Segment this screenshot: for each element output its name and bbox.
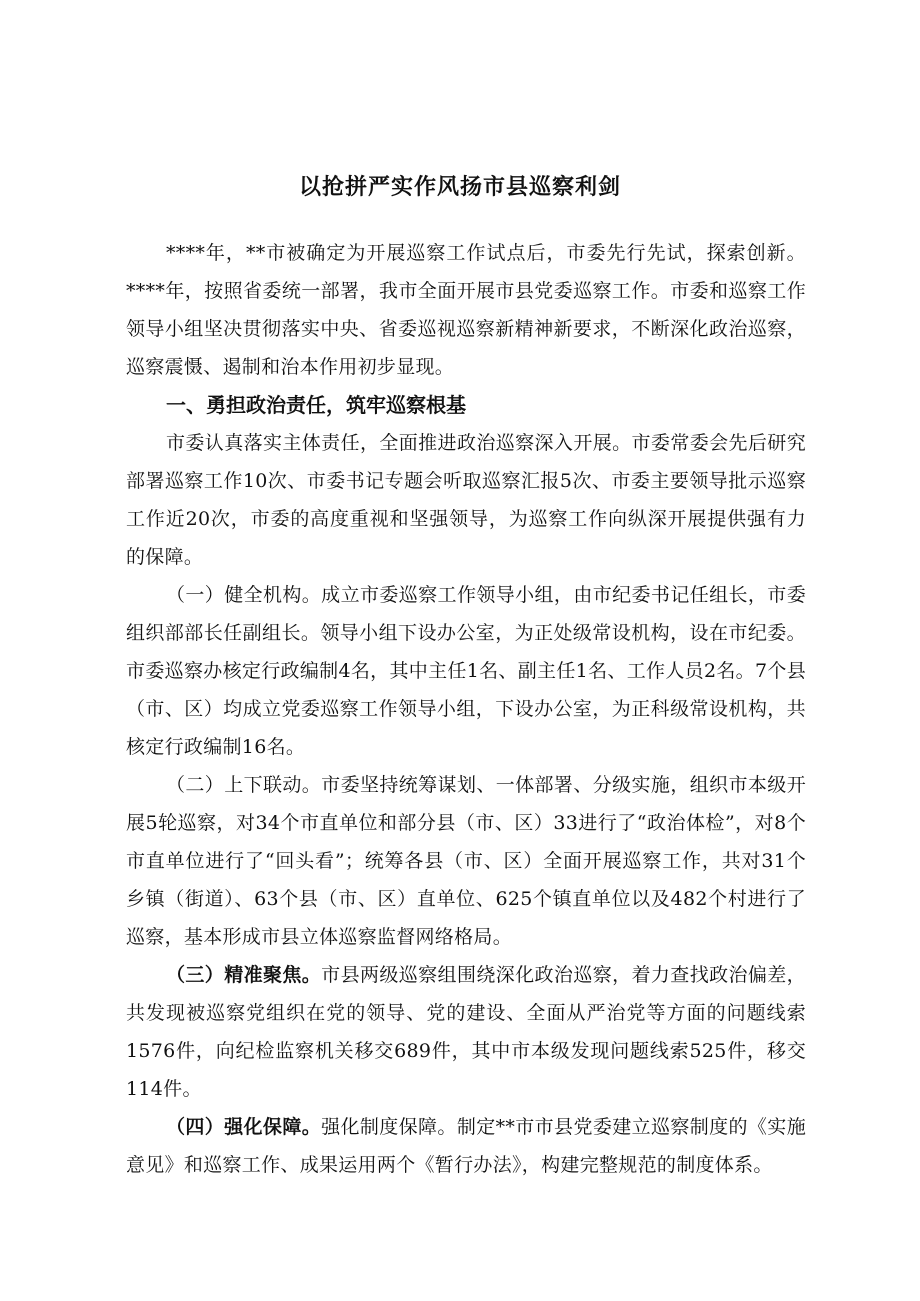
intro-paragraph: ****年，**市被确定为开展巡察工作试点后，市委先行先试，探索创新。****年，按照省委统一部署，我市全面开展市县党委巡察工作。市委和巡察工作领导小组坚决贯彻落实中央、省委巡视巡察新精神新要求，不断深化政治巡察，巡察震慑、遏制和治本作用初步显现。 [126,242,806,378]
item-4-paragraph [126,1108,806,1184]
document-title: 以抢拼严实作风扬市县巡察利剑 [298,175,621,200]
section-1-paragraph: 市委认真落实主体责任，全面推进政治巡察深入开展。市委常委会先后研究部署巡察工作10次、市委书记专题会听取巡察汇报5次、市委主要领导批示巡察工作近20次，市委的高度重视和坚强领导，为巡察工作向纵深开展提供强有力的保障。 [126,432,806,568]
item-2-paragraph: （二）上下联动。市委坚持统筹谋划、一体部署、分级实施，组织市本级开展5轮巡察，对34个市直单位和部分县（市、区）33进行了“政治体检”，对8个市直单位进行了“回头看”；统筹各县（市、区）全面开展巡察工作，共对31个乡镇（街道）、63个县（市、区）直单位、625个镇直单位以及482个村进行了巡察，基本形成市县立体巡察监督网络格局。 [126,774,806,948]
item-1-paragraph: （一）健全机构。成立市委巡察工作领导小组，由市纪委书记任组长，市委组织部部长任副组长。领导小组下设办公室，为正处级常设机构，设在市纪委。市委巡察办核定行政编制4名，其中主任1名、副主任1名、工作人员2名。7个县（市、区）均成立党委巡察工作领导小组，下设办公室，为正科级常设机构，共核定行政编制16名。 [126,584,806,758]
item-3-paragraph [126,956,806,1108]
item-3-lead: （三）精准聚焦。 [166,964,322,986]
item-4-text: 强化制度保障。制定**市市县党委建立巡察制度的《实施意见》和巡察工作、成果运用两个《暂行办法》，构建完整规范的制度体系。 [126,1116,806,1176]
section-1-heading: 一、勇担政治责任，筑牢巡察根基 [166,393,466,417]
item-3-text: 市县两级巡察组围绕深化政治巡察，着力查找政治偏差，共发现被巡察党组织在党的领导、党的建设、全面从严治党等方面的问题线索1576件，向纪检监察机关移交689件，其中市本级发现问题线索525件，移交114件。 [126,964,806,1100]
document-body [126,234,806,1184]
item-4-lead: （四）强化保障。 [166,1116,322,1138]
